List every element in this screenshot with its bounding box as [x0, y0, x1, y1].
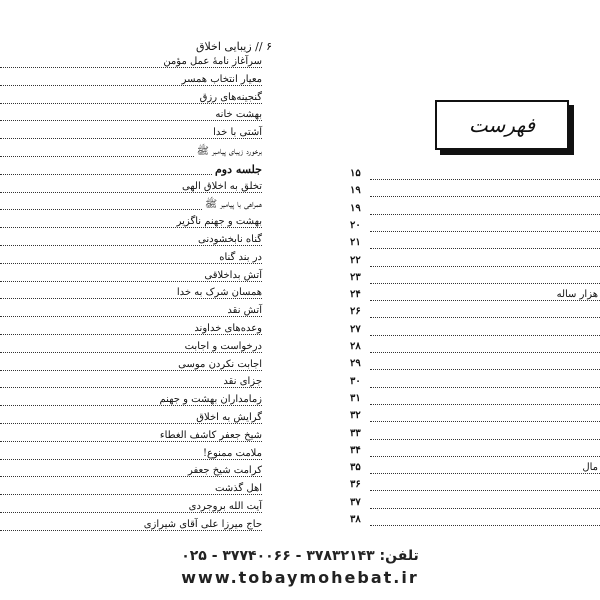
leader-dots: [370, 369, 600, 370]
toc-entry-title: تخلق به اخلاق الهی: [181, 180, 262, 192]
toc-page-row: [350, 497, 600, 513]
leader-dots: [0, 387, 262, 388]
toc-page-row: [350, 306, 600, 322]
toc-entry: [0, 519, 262, 535]
leader-dots: [0, 67, 262, 68]
toc-entry-title: گناه نابخشودنی: [198, 234, 262, 245]
toc-entry: [0, 252, 262, 268]
leader-dots: [0, 281, 262, 282]
toc-entry-title: ملامت ممنوع!: [203, 447, 262, 459]
toc-page-row: [350, 220, 600, 236]
leader-dots: [0, 138, 262, 139]
page-number: ۲۶: [350, 306, 361, 318]
toc-page-row: [350, 445, 600, 461]
leader-dots: [0, 512, 262, 513]
leader-dots: [370, 456, 600, 457]
leader-dots: [0, 370, 262, 371]
page-number: ۳۳: [350, 427, 361, 439]
toc-entry: [0, 394, 262, 410]
toc-entry-title: شیخ جعفر کاشف الغطاء: [159, 429, 262, 441]
page-number: ۱۹: [350, 202, 361, 214]
leader-dots: [0, 476, 262, 477]
toc-page-row: [350, 393, 600, 409]
toc-page-row: [350, 428, 600, 444]
toc-page-row: [350, 479, 600, 495]
leader-dots: [370, 352, 600, 353]
page-number: ۲۴: [350, 289, 361, 301]
page-number: ۳۷: [350, 496, 361, 508]
toc-page-row: [350, 203, 600, 219]
toc-entry-title: گنجینه‌های رزق: [199, 91, 262, 103]
page-number: ۳۲: [350, 410, 361, 422]
leader-dots: [0, 120, 262, 121]
toc-entry: [0, 216, 262, 232]
leader-dots: [0, 494, 262, 495]
leader-dots: [370, 300, 600, 301]
toc-entry-fragment: مال: [582, 462, 598, 474]
page-number: ۳۱: [350, 392, 361, 404]
toc-page-row: [350, 462, 600, 478]
toc-entry-title: درخواست و اجابت: [184, 340, 262, 352]
toc-entry: [0, 198, 262, 214]
toc-page-row: [350, 410, 600, 426]
page-number: ۳۸: [350, 514, 361, 525]
page-number: ۲۲: [350, 254, 361, 266]
toc-entry: [0, 412, 262, 428]
toc-page-row: [350, 341, 600, 357]
toc-title-box: [435, 100, 569, 150]
leader-dots: [0, 192, 262, 193]
leader-dots: [0, 263, 262, 264]
page-number: ۲۷: [350, 323, 361, 335]
toc-entry-title: آیت الله بروجردی: [188, 501, 262, 512]
toc-entry-title: آتش بداخلاقی: [204, 269, 262, 281]
page-number: ۲۳: [350, 271, 361, 283]
toc-entry-title: بهشت و جهنم ناگزیر: [176, 216, 262, 228]
left-page: [0, 0, 280, 545]
toc-page-row: [350, 289, 600, 305]
toc-entry-title: اهل گذشت: [214, 483, 262, 495]
toc-title: فهرست: [468, 113, 536, 137]
leader-dots: [370, 248, 600, 249]
toc-entry: [0, 483, 262, 499]
page-number: ۳۴: [350, 444, 361, 456]
leader-dots: [0, 245, 262, 246]
leader-dots: [0, 352, 262, 353]
right-page: [300, 0, 600, 545]
leader-dots: [0, 441, 262, 442]
leader-dots: [370, 231, 600, 232]
page-gutter: [280, 0, 300, 545]
leader-dots: [370, 525, 600, 526]
toc-entry: [0, 181, 262, 197]
toc-entry: [0, 56, 262, 72]
leader-dots: [370, 439, 600, 440]
toc-entry: [0, 359, 262, 375]
toc-entry: [0, 376, 262, 392]
leader-dots: [0, 459, 262, 460]
toc-page-row: [350, 272, 600, 288]
leader-dots: [370, 387, 600, 388]
toc-entry-title: آتش نقد: [227, 305, 262, 317]
toc-page-row: [350, 514, 600, 530]
toc-entry-title: گرایش به اخلاق: [196, 412, 262, 423]
toc-entry-title: همسان شرک به خدا: [176, 287, 262, 299]
leader-dots: [0, 423, 262, 424]
toc-entry: [0, 305, 262, 321]
page-number: ۱۵: [350, 168, 361, 179]
leader-dots: [370, 421, 600, 422]
page-number: ۳۶: [350, 479, 361, 491]
toc-entry: [0, 465, 262, 481]
toc-entry-title: جلسه دوم: [214, 162, 262, 176]
toc-entry: [0, 287, 262, 303]
toc-entry-title: معیار انتخاب همسر: [181, 73, 262, 85]
toc-entry: [0, 234, 262, 250]
page-number: ۱۹: [350, 185, 361, 197]
leader-dots: [370, 196, 600, 197]
toc-entry-fragment: هزار ساله: [556, 289, 598, 301]
toc-entry: [0, 127, 262, 143]
toc-entry: [0, 92, 262, 108]
leader-dots: [0, 227, 262, 228]
toc-entry: [0, 448, 262, 464]
toc-entry: [0, 270, 262, 286]
toc-entry-title: برخورد زیبای پیامبر ﷺ: [196, 146, 262, 157]
leader-dots: [0, 334, 262, 335]
toc-entry-title: همراهی با پیامبر ﷺ: [204, 199, 262, 211]
leader-dots: [0, 405, 262, 406]
page-number: ۳۵: [350, 462, 361, 474]
toc-entry: [0, 145, 262, 161]
leader-dots: [0, 530, 262, 531]
toc-entry-title: کرامت شیخ جعفر: [187, 465, 262, 477]
toc-page-row: [350, 168, 600, 184]
toc-entry-title: اجابت نکردن موسی: [178, 358, 262, 370]
leader-dots: [370, 179, 600, 180]
toc-page-row: [350, 255, 600, 271]
toc-entry: [0, 163, 262, 179]
toc-entry-title: جزای نقد: [223, 376, 262, 388]
page-number: ۲۱: [350, 237, 361, 249]
toc-entry-title: حاج میرزا علی آقای شیرازی: [143, 518, 262, 530]
toc-page-row: [350, 376, 600, 392]
leader-dots: [370, 317, 600, 318]
leader-dots: [370, 490, 600, 491]
toc-page-row: [350, 358, 600, 374]
page-number: ۲۹: [350, 358, 361, 370]
leader-dots: [370, 266, 600, 267]
toc-entry-title: سرآغاز نامهٔ عمل مؤمن: [163, 56, 262, 67]
toc-entry-title: زمامداران بهشت و جهنم: [159, 394, 262, 406]
toc-entry: [0, 501, 262, 517]
leader-dots: [0, 85, 262, 86]
toc-entry: [0, 323, 262, 339]
toc-entry: [0, 430, 262, 446]
page-number: ۲۰: [350, 219, 361, 231]
toc-entry-title: وعده‌های خداوند: [194, 323, 262, 334]
footer-website: www.tobaymohebat.ir: [181, 568, 419, 587]
leader-dots: [370, 473, 600, 474]
toc-page-row: [350, 185, 600, 201]
footer-phone: تلفن: ۳۷۸۳۲۱۴۳ - ۳۷۷۴۰۰۶۶ - ۰۲۵: [181, 548, 419, 564]
toc-entry-title: آشتی با خدا: [213, 127, 262, 139]
page-number: ۳۰: [350, 375, 361, 387]
leader-dots: [370, 214, 600, 215]
toc-entry-title: در بند گناه: [219, 251, 262, 263]
toc-entry-title: بهشت خانه: [215, 109, 262, 121]
toc-entry: [0, 109, 262, 125]
leader-dots: [370, 283, 600, 284]
page-header: ۶ // زیبایی اخلاق: [195, 40, 272, 53]
toc-entry: [0, 341, 262, 357]
leader-dots: [370, 404, 600, 405]
toc-entry: [0, 74, 262, 90]
leader-dots: [370, 335, 600, 336]
toc-page-row: [350, 324, 600, 340]
page-number: ۲۸: [350, 341, 361, 352]
leader-dots: [0, 298, 262, 299]
toc-page-row: [350, 237, 600, 253]
leader-dots: [370, 508, 600, 509]
leader-dots: [0, 316, 262, 317]
leader-dots: [0, 103, 262, 104]
